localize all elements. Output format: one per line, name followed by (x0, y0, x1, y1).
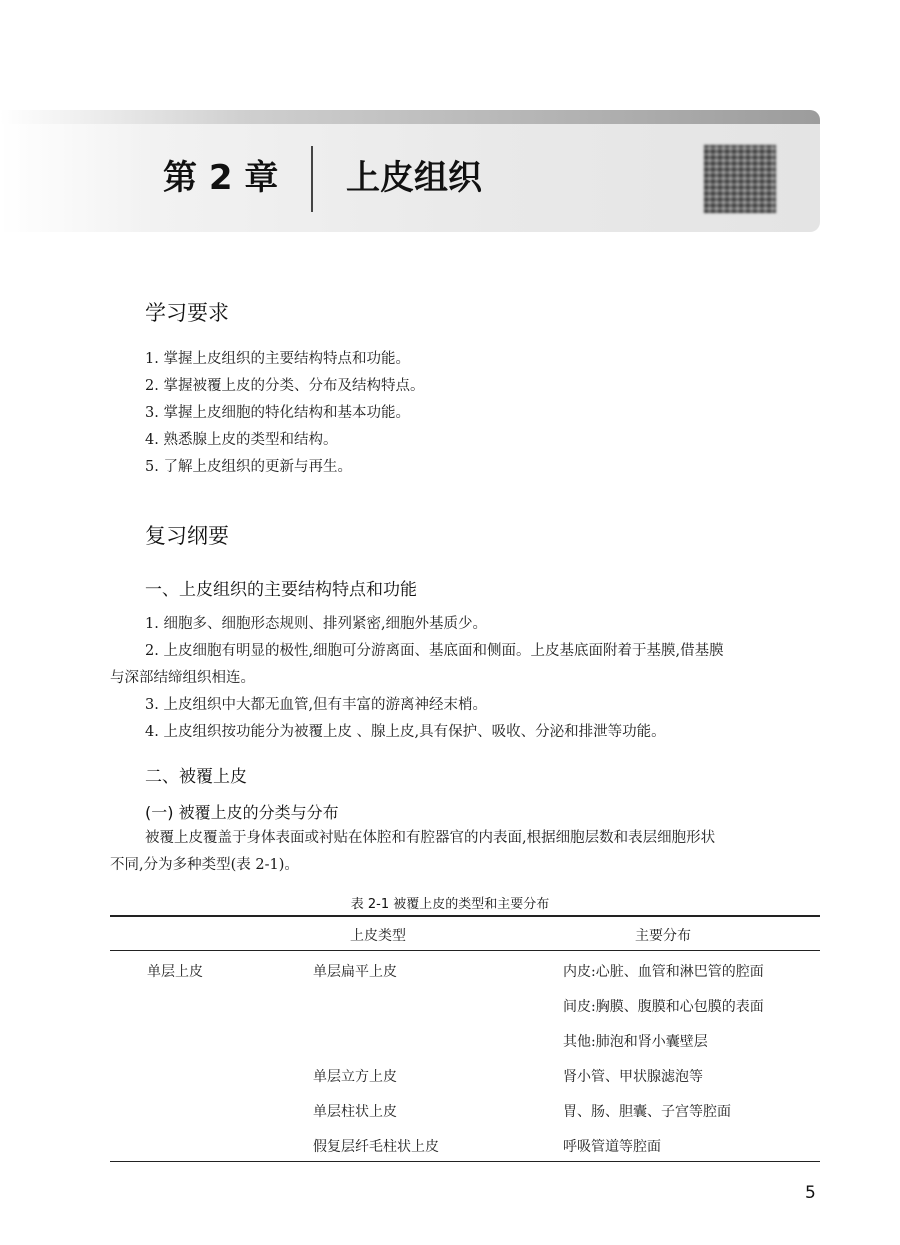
section1-line: 与深部结缔组织相连。 (110, 670, 255, 686)
section1-line: 3. 上皮组织中大都无血管,但有丰富的游离神经末梢。 (145, 697, 488, 713)
learning-item: 4. 熟悉腺上皮的类型和结构。 (145, 432, 338, 448)
qr-code-icon[interactable] (704, 145, 776, 213)
table-cell-type: 单层柱状上皮 (313, 1104, 397, 1120)
table-caption: 表 2-1 被覆上皮的类型和主要分布 (350, 897, 550, 912)
section1-heading: 一、上皮组织的主要结构特点和功能 (145, 580, 417, 600)
banner-top-line (0, 110, 820, 124)
table-header-rule (110, 950, 820, 951)
learning-item: 2. 掌握被覆上皮的分类、分布及结构特点。 (145, 378, 425, 394)
section2-line: 被覆上皮覆盖于身体表面或衬贴在体腔和有腔器官的内表面,根据细胞层数和表层细胞形状 (145, 830, 716, 846)
section1-line: 2. 上皮细胞有明显的极性,细胞可分游离面、基底面和侧面。上皮基底面附着于基膜,借基膜 (145, 643, 724, 659)
table-header-type: 上皮类型 (350, 928, 406, 944)
table-top-rule (110, 915, 820, 917)
review-heading: 复习纲要 (145, 524, 229, 548)
table-cell-distribution: 其他:肺泡和肾小囊壁层 (563, 1034, 708, 1050)
section2-subheading: (一) 被覆上皮的分类与分布 (145, 803, 339, 822)
section2-line: 不同,分为多种类型(表 2-1)。 (110, 857, 299, 873)
section1-line: 1. 细胞多、细胞形态规则、排列紧密,细胞外基质少。 (145, 616, 488, 632)
chapter-title: 上皮组织 (346, 158, 482, 198)
table-cell-distribution: 间皮:胸膜、腹膜和心包膜的表面 (563, 999, 764, 1015)
page-number: 5 (805, 1183, 816, 1203)
table-cell-distribution: 呼吸管道等腔面 (563, 1139, 661, 1155)
table-cell-type: 假复层纤毛柱状上皮 (313, 1139, 439, 1155)
section2-heading: 二、被覆上皮 (145, 767, 247, 787)
table-cell-type: 单层扁平上皮 (313, 964, 397, 980)
table-cell-group: 单层上皮 (147, 964, 203, 980)
table-cell-distribution: 内皮:心脏、血管和淋巴管的腔面 (563, 964, 764, 980)
table-bottom-rule (110, 1161, 820, 1162)
learning-item: 3. 掌握上皮细胞的特化结构和基本功能。 (145, 405, 410, 421)
chapter-number: 第 2 章 (163, 158, 279, 198)
table-cell-distribution: 肾小管、甲状腺滤泡等 (563, 1069, 703, 1085)
table-cell-distribution: 胃、肠、胆囊、子宫等腔面 (563, 1104, 731, 1120)
learning-heading: 学习要求 (145, 301, 229, 325)
learning-item: 5. 了解上皮组织的更新与再生。 (145, 459, 352, 475)
section1-line: 4. 上皮组织按功能分为被覆上皮 、腺上皮,具有保护、吸收、分泌和排泄等功能。 (145, 724, 666, 740)
table-header-distribution: 主要分布 (635, 928, 691, 944)
chapter-divider (311, 146, 313, 212)
learning-item: 1. 掌握上皮组织的主要结构特点和功能。 (145, 351, 410, 367)
table-cell-type: 单层立方上皮 (313, 1069, 397, 1085)
